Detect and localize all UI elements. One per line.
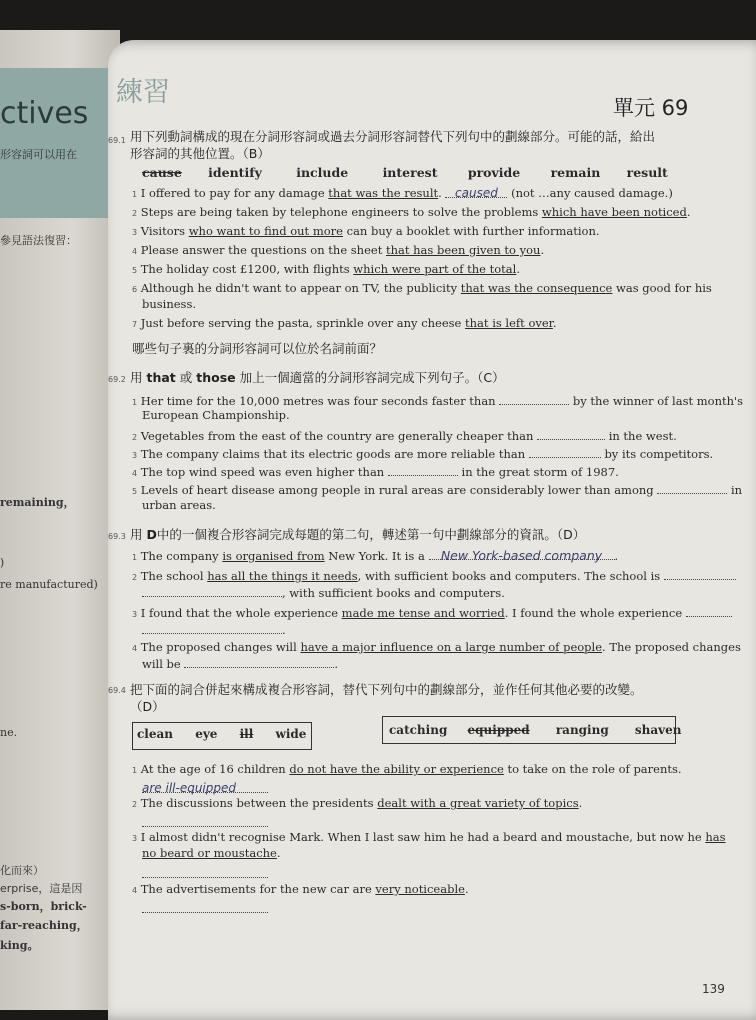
exercise-item-continuation: no beard or moustache.: [142, 846, 281, 860]
exercise-instruction: 形容詞的其他位置。（B）: [130, 146, 270, 161]
exercise-item: 2 The school has all the things it needs, with sufficient books and computers. The school is: [132, 568, 736, 583]
workbook-page: [108, 40, 756, 1020]
exercise-item: 1 I offered to pay for any damage that was the result. caused (not …any caused damage.): [132, 186, 673, 200]
answer-blank[interactable]: [142, 866, 268, 878]
answer-blank[interactable]: [529, 446, 601, 458]
exercise-item: 1 At the age of 16 children do not have the ability or experience to take on the role of parents.: [132, 762, 682, 776]
left-snippet: remaining，: [0, 496, 75, 509]
exercise-item-answer: [142, 781, 268, 795]
exercise-item: 3 The company claims that its electric goods are more reliable than by its competitors.: [132, 447, 714, 461]
handwritten-answer: New York-based company: [440, 548, 603, 563]
word: interest: [382, 165, 438, 180]
exercise-item-answer: [142, 901, 268, 916]
exercise-instruction-tag: （D）: [130, 699, 165, 714]
left-snippet: 化而來）: [0, 864, 44, 877]
exercise-instruction: 用下列動詞構成的現在分詞形容詞或過去分詞形容詞替代下列句中的劃線部分。可能的話，給出: [130, 129, 656, 144]
exercise-item: 2 Steps are being taken by telephone engineers to solve the problems which have been noticed.: [132, 205, 691, 219]
word-struck: cause: [142, 165, 182, 180]
exercise-number: 69.3: [108, 532, 126, 541]
answer-blank[interactable]: [537, 428, 605, 440]
handwritten-answer: are ill-equipped: [142, 781, 236, 795]
exercise-item-continuation: will be .: [142, 657, 339, 671]
exercise-item: 4 The top wind speed was even higher than in the great storm of 1987.: [132, 465, 619, 479]
unit-label: 單元 69: [613, 96, 689, 120]
exercise-item-continuation: European Championship.: [142, 408, 290, 422]
exercise-item-continuation: , with sufficient books and computers.: [142, 585, 505, 600]
exercise-item: 1 Her time for the 10,000 metres was four seconds faster than by the winner of last month's: [132, 394, 744, 408]
page-title: 練習: [116, 77, 170, 108]
answer-blank[interactable]: [142, 781, 268, 793]
answer-blank[interactable]: [142, 622, 282, 634]
exercise-item: 3 I found that the whole experience made me tense and worried. I found the whole experience: [132, 605, 732, 620]
left-snippet: erprise，這是因: [0, 882, 83, 895]
word-box-2: [382, 716, 682, 744]
handwritten-answer: caused: [455, 186, 498, 200]
word-box-1: [132, 722, 312, 750]
exercise-instruction: 用 that 或 those 加上一個適當的分詞形容詞完成下列句子。（C）: [130, 370, 505, 385]
exercise-instruction: 把下面的詞合併起來構成複合形容詞，替代下列句中的劃線部分，並作任何其他必要的改變。: [130, 682, 643, 697]
left-snippet: ): [0, 556, 5, 569]
word: provide: [467, 165, 521, 180]
answer-blank[interactable]: [184, 656, 334, 668]
exercise-item: 4 Please answer the questions on the sheet that has been given to you.: [132, 243, 545, 257]
answer-blank[interactable]: [429, 548, 615, 563]
exercise-question: 哪些句子裏的分詞形容詞可以位於名詞前面？: [132, 341, 383, 356]
left-snippet: king。: [0, 939, 39, 952]
exercise-item-answer: [142, 815, 268, 830]
exercise-item: 4 The advertisements for the new car are very noticeable.: [132, 882, 469, 896]
left-page-title: ctives: [0, 96, 89, 131]
word: identify: [208, 165, 262, 180]
answer-blank[interactable]: [142, 901, 268, 913]
left-page-header-band: [0, 68, 112, 218]
exercise-item: 3 I almost didn't recognise Mark. When I last saw him he had a beard and moustache, but now he has: [132, 830, 726, 844]
answer-blank[interactable]: [388, 464, 458, 476]
answer-blank[interactable]: [657, 482, 727, 494]
exercise-number: 69.2: [108, 375, 126, 384]
left-snippet: 參見語法復習：: [0, 234, 77, 247]
answer-blank[interactable]: [686, 605, 732, 617]
answer-blank[interactable]: [664, 568, 736, 580]
exercise-item: 4 The proposed changes will have a major influence on a large number of people. The proposed changes: [132, 640, 741, 654]
exercise-item: 2 The discussions between the presidents dealt with a great variety of topics.: [132, 796, 583, 810]
word: remain: [550, 165, 601, 180]
exercise-item-continuation: urban areas.: [142, 498, 216, 512]
exercise-item-answer: [142, 866, 268, 881]
left-snippet: far-reaching，: [0, 919, 88, 932]
exercise-item: 7 Just before serving the pasta, sprinkle over any cheese that is left over.: [132, 316, 557, 330]
page-number: 139: [702, 982, 725, 996]
word-box-words: catching equipped ranging shaven: [389, 723, 682, 737]
left-snippet: ne.: [0, 726, 18, 739]
word: result: [626, 165, 668, 180]
exercise-item-continuation: .: [142, 622, 286, 637]
exercise-item: 6 Although he didn't want to appear on TV, the publicity that was the consequence was good for his: [132, 281, 712, 295]
answer-blank[interactable]: [142, 585, 282, 597]
left-snippet: 形容詞可以用在: [0, 148, 77, 161]
exercise-item: 5 The holiday cost £1200, with flights which were part of the total.: [132, 262, 520, 276]
exercise-item-continuation: business.: [142, 297, 197, 311]
exercise-instruction: 用 D中的一個複合形容詞完成每題的第二句，轉述第一句中劃線部分的資訊。（D）: [130, 527, 586, 542]
exercise-item: 5 Levels of heart disease among people in rural areas are considerably lower than among in: [132, 483, 743, 497]
answer-blank[interactable]: [445, 186, 507, 198]
word-box-words: clean eye ill wide: [137, 727, 307, 741]
answer-blank[interactable]: [142, 815, 268, 827]
word-bank: [142, 165, 668, 180]
left-snippet: s-born，brick-: [0, 900, 87, 913]
left-snippet: re manufactured): [0, 578, 98, 591]
exercise-item: 1 The company is organised from New York. It is a New York-based company .: [132, 548, 619, 563]
exercise-item: 2 Vegetables from the east of the country are generally cheaper than in the west.: [132, 429, 677, 443]
exercise-number: 69.4: [108, 686, 126, 695]
answer-blank[interactable]: [499, 393, 569, 405]
exercise-item: 3 Visitors who want to find out more can buy a booklet with further information.: [132, 224, 600, 238]
exercise-number: 69.1: [108, 136, 126, 145]
word: include: [296, 165, 349, 180]
